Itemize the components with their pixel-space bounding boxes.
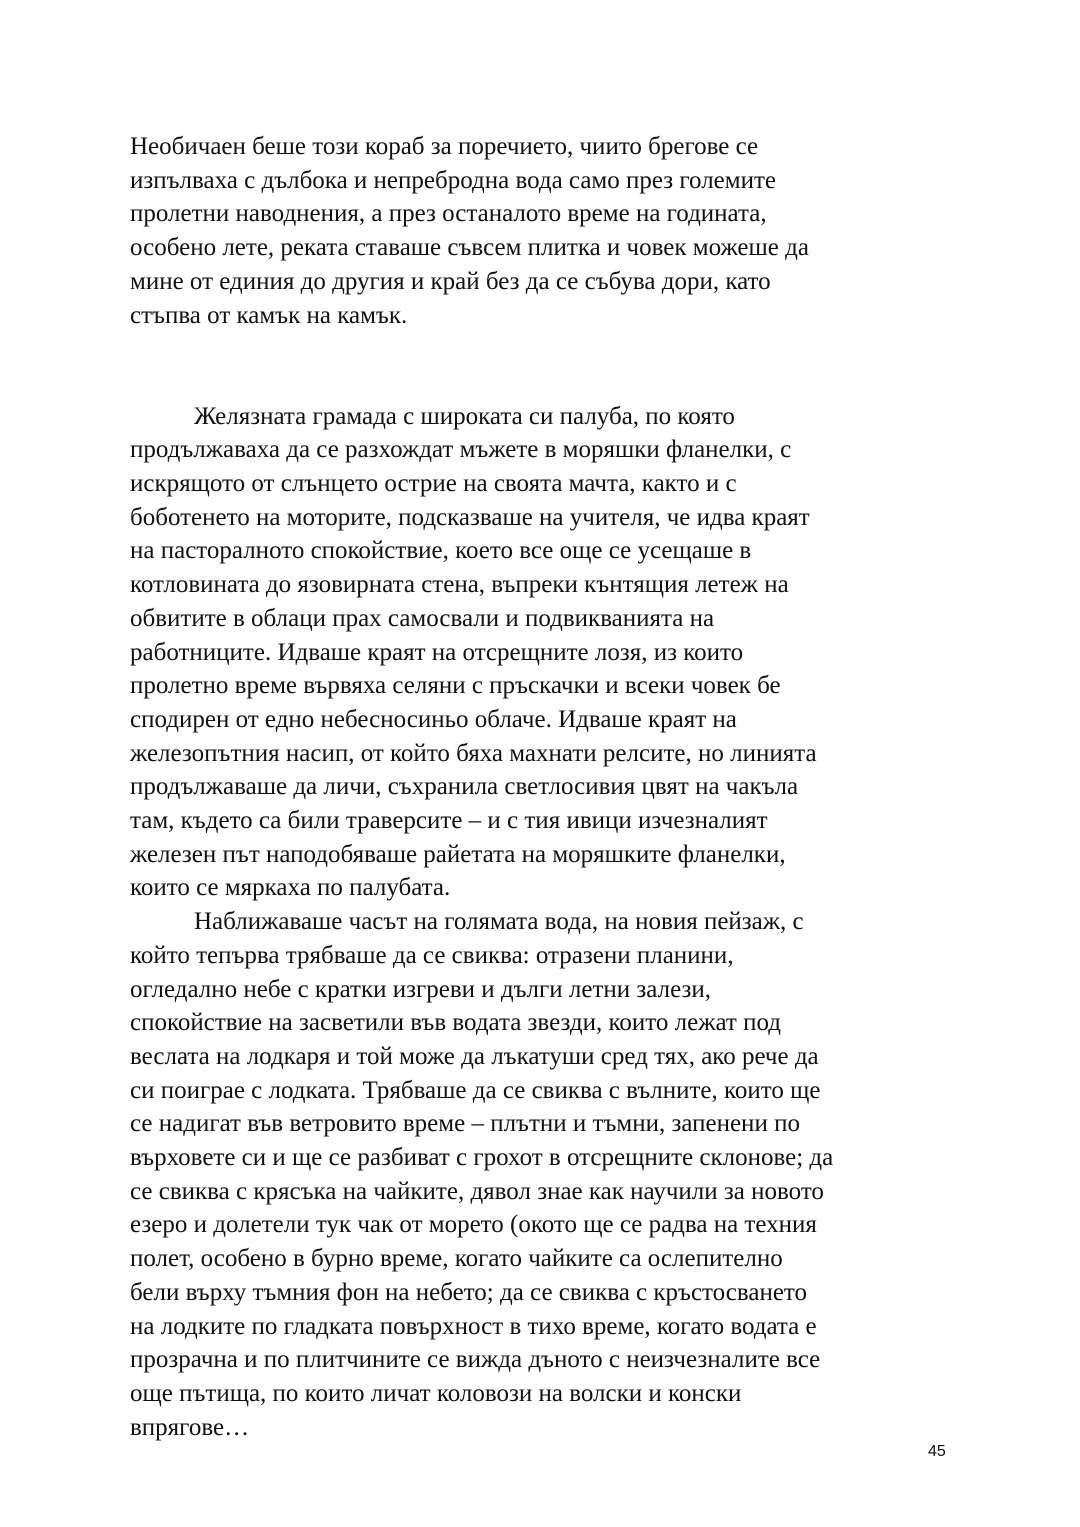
- text-line: мине от единия до другия и край без да се събува дори, като: [130, 267, 771, 295]
- text-line: още пътища, по които личат коловози на волски и конски: [130, 1379, 742, 1407]
- text-line: Желязната грамада с широката си палуба, по която: [194, 402, 735, 430]
- text-line: огледално небе с кратки изгреви и дълги летни залези,: [130, 975, 711, 1003]
- text-line: искрящото от слънцето острие на своята мачта, както и с: [130, 470, 737, 497]
- text-line: прозрачна и по плитчините се вижда дъното с неизчезналите все: [130, 1346, 821, 1374]
- page-number: 45: [928, 1443, 946, 1460]
- text-line: се свиква с крясъка на чайките, дявол знае как научили за новото: [130, 1177, 824, 1205]
- text-line: върховете си и ще се разбиват с грохот в отсрещните склонове; да: [130, 1144, 834, 1171]
- text-line: полет, особено в бурно време, когато чайките са ослепително: [130, 1245, 783, 1273]
- text-line: езеро и долетели тук чак от морето (окото ще се радва на техния: [130, 1211, 817, 1239]
- text-line: пролетно време вървяха селяни с пръскачки и всеки човек бе: [130, 672, 781, 700]
- text-line: се надигат във ветровито време – плътни и тъмни, запенени по: [130, 1110, 800, 1138]
- text-line: Наближаваше часът на голямата вода, на новия пейзаж, с: [194, 908, 804, 936]
- text-line: си поиграе с лодката. Трябваше да се свиква с вълните, които ще: [130, 1076, 821, 1104]
- text-line: Необичаен беше този кораб за поречието, чиито брегове се: [130, 133, 759, 160]
- text-line: които се мяркаха по палубата.: [130, 874, 451, 902]
- text-line: продължаваха да се разхождат мъжете в моряшки фланелки, с: [130, 436, 792, 464]
- text-line: работниците. Идваше краят на отсрещните лозя, из които: [130, 638, 744, 666]
- text-line: продължаваше да личи, съхранила светлосивия цвят на чакъла: [130, 773, 799, 801]
- text-line: изпълваха с дълбока и непребродна вода само през големите: [130, 166, 776, 194]
- text-line: веслата на лодкаря и той може да лъкатуши сред тях, ако рече да: [130, 1042, 819, 1070]
- text-line: бели върху тъмния фон на небето; да се свиква с кръстосването: [130, 1278, 808, 1306]
- text-line: там, където са били траверсите – и с тия ивици изчезналият: [130, 807, 768, 834]
- text-line: на пасторалното спокойствие, което все още се усещаше в: [130, 537, 752, 565]
- text-line: боботенето на моторите, подсказваше на учителя, че идва краят: [130, 503, 810, 531]
- text-line: железен път наподобяваше райетата на моряшките фланелки,: [130, 840, 786, 868]
- text-line: стъпва от камък на камък.: [130, 301, 408, 329]
- text-line: обвитите в облаци прах самосвали и подвикванията на: [130, 604, 715, 632]
- text-line: пролетни наводнения, а през останалото време на годината,: [130, 200, 767, 228]
- text-line: впрягове…: [130, 1413, 250, 1441]
- text-line: който тепърва трябваше да се свиква: отразени планини,: [130, 941, 734, 969]
- text-line: котловината до язовирната стена, въпреки кънтящия летеж на: [130, 571, 789, 599]
- text-line: на лодките по гладката повърхност в тихо време, когато водата е: [130, 1312, 817, 1340]
- text-line: особено лете, реката ставаше съвсем плитка и човек можеше да: [130, 234, 809, 262]
- text-line: спокойствие на засветили във водата звезди, които лежат под: [130, 1009, 781, 1037]
- text-line: железопътния насип, от който бяха махнати релсите, но линията: [130, 739, 817, 767]
- text-line: сподирен от едно небесносиньо облаче. Идваше краят на: [130, 705, 737, 733]
